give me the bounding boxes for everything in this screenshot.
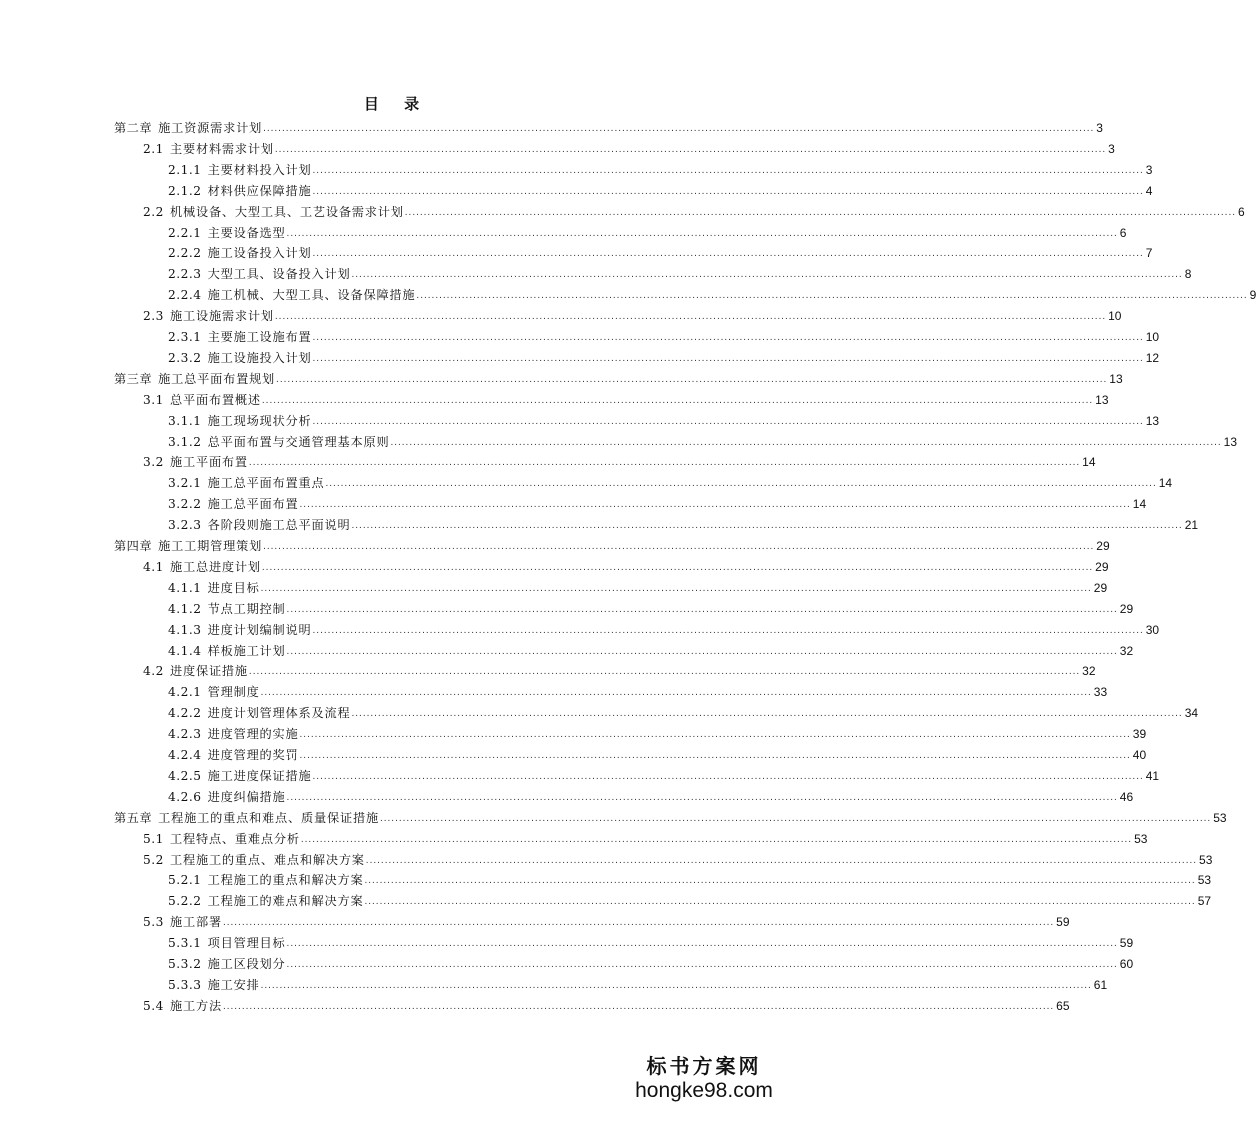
toc-page-number: 53 bbox=[1199, 852, 1213, 867]
toc-entry-label: 主要设备选型 bbox=[207, 225, 286, 240]
toc-entry[interactable] bbox=[0, 367, 1123, 387]
toc-entry-number: 5.1 bbox=[143, 831, 164, 846]
toc-entry-number: 4.1 bbox=[143, 559, 164, 574]
toc-entry-label: 管理制度 bbox=[207, 685, 260, 700]
toc-dot-leader: ............................................................................................................................................................................................................................ bbox=[299, 750, 1131, 761]
toc-entry-number: 2.2.4 bbox=[168, 288, 202, 303]
toc-dot-leader: ............................................................................................................................................................................................................................ bbox=[351, 520, 1183, 532]
toc-entry-number: 5.2.2 bbox=[168, 894, 202, 909]
toc-entry-number: 第五章 bbox=[114, 810, 153, 825]
toc-dot-leader: ............................................................................................................................................................................................................................ bbox=[312, 770, 1144, 782]
toc-entry-number: 4.2.2 bbox=[168, 706, 202, 721]
toc-dot-leader: ............................................................................................................................................................................................................................ bbox=[351, 708, 1183, 720]
toc-entry-label: 施工进度保证措施 bbox=[207, 768, 312, 783]
toc-dot-leader: ............................................................................................................................................................................................................................ bbox=[390, 436, 1222, 448]
toc-entry-number: 2.1.1 bbox=[168, 162, 202, 177]
toc-entry[interactable] bbox=[0, 639, 1134, 659]
toc-entry-number: 3.2.2 bbox=[168, 497, 202, 512]
toc-entry-label: 施工现场现状分析 bbox=[207, 413, 312, 428]
toc-entry-label: 施工总平面布置规划 bbox=[158, 371, 276, 386]
toc-entry-label: 工程施工的重点、难点和解决方案 bbox=[169, 852, 365, 867]
toc-dot-leader: ............................................................................................................................................................................................................................ bbox=[312, 352, 1144, 364]
toc-entry[interactable] bbox=[0, 931, 1134, 951]
toc-entry-label: 各阶段则施工总平面说明 bbox=[207, 518, 351, 533]
toc-entry-label: 工程施工的重点和解决方案 bbox=[207, 873, 364, 888]
toc-page-number: 60 bbox=[1119, 957, 1134, 971]
toc-entry-number: 第三章 bbox=[114, 371, 153, 386]
toc-entry-number: 2.2 bbox=[143, 204, 164, 219]
toc-entry-number: 5.4 bbox=[143, 998, 164, 1013]
toc-entry-number: 5.3.1 bbox=[168, 936, 202, 951]
toc-page-number: 41 bbox=[1145, 768, 1160, 783]
toc-entry-number: 4.2.5 bbox=[168, 768, 202, 783]
toc-page-number: 59 bbox=[1119, 936, 1134, 951]
toc-dot-leader: ............................................................................................................................................................................................................................ bbox=[248, 457, 1081, 469]
toc-entry-label: 施工平面布置 bbox=[169, 455, 248, 470]
toc-dot-leader: ............................................................................................................................................................................................................................ bbox=[260, 687, 1092, 699]
toc-entry-label: 施工设施投入计划 bbox=[207, 350, 312, 365]
toc-dot-leader: ............................................................................................................................................................................................................................ bbox=[325, 478, 1157, 490]
toc-dot-leader: ............................................................................................................................................................................................................................ bbox=[404, 206, 1236, 218]
toc-dot-leader: ............................................................................................................................................................................................................................ bbox=[286, 959, 1118, 970]
toc-dot-leader: ............................................................................................................................................................................................................................ bbox=[312, 185, 1144, 197]
toc-entry[interactable] bbox=[0, 576, 1108, 596]
toc-entry-label: 施工方法 bbox=[169, 998, 222, 1013]
toc-entry[interactable] bbox=[0, 409, 1160, 429]
toc-entry[interactable] bbox=[0, 534, 1110, 554]
toc-entry[interactable] bbox=[0, 116, 1103, 136]
toc-page-number: 29 bbox=[1096, 539, 1110, 553]
toc-entry[interactable] bbox=[0, 889, 1212, 909]
toc-entry-number: 4.1.2 bbox=[168, 601, 202, 616]
toc-entry-number: 第四章 bbox=[114, 539, 153, 553]
toc-entry[interactable] bbox=[0, 868, 1212, 888]
toc-dot-leader: ............................................................................................................................................................................................................................ bbox=[261, 561, 1094, 573]
toc-page-number: 7 bbox=[1145, 246, 1153, 261]
toc-entry[interactable] bbox=[0, 471, 1173, 491]
toc-entry-label: 进度保证措施 bbox=[169, 664, 248, 679]
toc-page-number: 33 bbox=[1093, 685, 1108, 700]
toc-entry-label: 进度管理的实施 bbox=[207, 727, 299, 742]
toc-dot-leader: ............................................................................................................................................................................................................................ bbox=[261, 394, 1094, 406]
toc-dot-leader: ............................................................................................................................................................................................................................ bbox=[263, 541, 1095, 552]
toc-dot-leader: ............................................................................................................................................................................................................................ bbox=[312, 624, 1144, 636]
toc-entry-label: 节点工期控制 bbox=[207, 601, 286, 616]
toc-entry-label: 工程施工的难点和解决方案 bbox=[207, 894, 364, 909]
toc-entry[interactable] bbox=[0, 158, 1153, 178]
toc-entry[interactable] bbox=[0, 262, 1192, 282]
toc-page-number: 29 bbox=[1119, 601, 1134, 616]
toc-entry[interactable] bbox=[0, 492, 1147, 512]
toc-entry-number: 3.2.1 bbox=[168, 476, 202, 491]
toc-dot-leader: ............................................................................................................................................................................................................................ bbox=[276, 373, 1108, 385]
toc-dot-leader: ............................................................................................................................................................................................................................ bbox=[286, 603, 1118, 615]
toc-entry-number: 5.3.3 bbox=[168, 977, 202, 992]
toc-dot-leader: ............................................................................................................................................................................................................................ bbox=[364, 896, 1196, 908]
toc-entry[interactable] bbox=[0, 555, 1109, 575]
toc-entry[interactable] bbox=[0, 910, 1070, 930]
toc-entry-number: 5.2 bbox=[143, 852, 164, 867]
toc-page-number: 14 bbox=[1158, 476, 1173, 491]
toc-entry-number: 4.2.6 bbox=[168, 789, 202, 804]
toc-page-number: 13 bbox=[1145, 413, 1160, 428]
toc-entry-label: 材料供应保障措施 bbox=[207, 183, 312, 198]
toc-entry[interactable] bbox=[0, 221, 1127, 241]
watermark-name: 标书方案网 bbox=[646, 1054, 762, 1078]
toc-page-number: 34 bbox=[1184, 706, 1199, 721]
watermark-url: hongke98.com bbox=[635, 1079, 773, 1102]
toc-entry[interactable] bbox=[0, 430, 1238, 450]
toc-entry-number: 5.2.1 bbox=[168, 873, 202, 888]
toc-entry[interactable] bbox=[0, 743, 1147, 763]
toc-entry-number: 3.1 bbox=[143, 392, 164, 407]
toc-page-number: 32 bbox=[1119, 643, 1134, 658]
toc-entry-number: 3.2.3 bbox=[168, 518, 202, 533]
toc-page-number: 39 bbox=[1132, 727, 1147, 742]
toc-title: 目 录 bbox=[363, 95, 430, 113]
toc-entry[interactable] bbox=[0, 325, 1160, 345]
toc-page-number: 10 bbox=[1145, 330, 1160, 344]
toc-dot-leader: ............................................................................................................................................................................................................................ bbox=[286, 791, 1118, 803]
toc-dot-leader: ............................................................................................................................................................................................................................ bbox=[416, 290, 1248, 302]
toc-page-number: 40 bbox=[1132, 748, 1147, 762]
toc-entry-label: 进度计划管理体系及流程 bbox=[207, 706, 351, 721]
toc-entry-number: 4.1.3 bbox=[168, 622, 202, 637]
toc-dot-leader: ............................................................................................................................................................................................................................ bbox=[312, 415, 1144, 427]
toc-entry-number: 3.2 bbox=[143, 455, 164, 470]
toc-entry-label: 施工资源需求计划 bbox=[158, 121, 263, 135]
toc-page-number: 4 bbox=[1145, 183, 1153, 198]
toc-entry-number: 2.1.2 bbox=[168, 183, 202, 198]
toc-dot-leader: ............................................................................................................................................................................................................................ bbox=[286, 227, 1118, 239]
toc-entry-number: 3.1.2 bbox=[168, 434, 202, 449]
toc-entry-number: 2.3.1 bbox=[168, 330, 202, 344]
toc-entry[interactable] bbox=[0, 597, 1134, 617]
toc-page-number: 3 bbox=[1108, 141, 1115, 156]
toc-entry[interactable] bbox=[0, 513, 1199, 533]
toc-dot-leader: ............................................................................................................................................................................................................................ bbox=[365, 854, 1198, 866]
toc-entry[interactable] bbox=[0, 806, 1227, 826]
toc-page-number: 30 bbox=[1145, 622, 1160, 637]
toc-entry-label: 施工设备投入计划 bbox=[207, 246, 312, 261]
toc-entry[interactable] bbox=[0, 283, 1256, 303]
toc-entry-label: 施工总进度计划 bbox=[169, 559, 261, 574]
toc-dot-leader: ............................................................................................................................................................................................................................ bbox=[248, 666, 1081, 678]
toc-entry[interactable] bbox=[0, 179, 1153, 199]
toc-entry[interactable] bbox=[0, 952, 1134, 972]
toc-entry[interactable] bbox=[0, 848, 1213, 868]
toc-entry-label: 项目管理目标 bbox=[207, 936, 286, 951]
toc-entry-number: 4.1.1 bbox=[168, 580, 202, 595]
toc-entry-label: 主要施工设施布置 bbox=[207, 330, 312, 344]
toc-entry-number: 2.3 bbox=[143, 309, 164, 324]
toc-entry-label: 进度管理的奖罚 bbox=[207, 748, 299, 762]
toc-entry-label: 工程施工的重点和难点、质量保证措施 bbox=[158, 810, 379, 825]
toc-entry-number: 2.3.2 bbox=[168, 350, 202, 365]
toc-page-number: 14 bbox=[1082, 455, 1096, 470]
toc-entry-number: 4.1.4 bbox=[168, 643, 202, 658]
toc-dot-leader: ............................................................................................................................................................................................................................ bbox=[299, 729, 1131, 741]
toc-page-number: 13 bbox=[1109, 371, 1123, 386]
toc-entry-label: 样板施工计划 bbox=[207, 643, 286, 658]
toc-page-number: 53 bbox=[1197, 873, 1212, 888]
toc-entry-label: 进度计划编制说明 bbox=[207, 622, 312, 637]
toc-entry-label: 工程特点、重难点分析 bbox=[169, 831, 300, 846]
toc-entry[interactable] bbox=[0, 701, 1199, 721]
toc-page-number: 3 bbox=[1145, 162, 1153, 177]
toc-page-number: 13 bbox=[1095, 392, 1109, 407]
toc-page-number: 3 bbox=[1096, 121, 1103, 135]
toc-page-number: 29 bbox=[1095, 559, 1109, 574]
toc-dot-leader: ............................................................................................................................................................................................................................ bbox=[312, 248, 1144, 260]
toc-entry-number: 4.2.4 bbox=[168, 748, 202, 762]
toc-entry-label: 施工机械、大型工具、设备保障措施 bbox=[207, 288, 416, 303]
toc-dot-leader: ............................................................................................................................................................................................................................ bbox=[312, 164, 1144, 176]
toc-entry[interactable] bbox=[0, 137, 1115, 157]
toc-dot-leader: ............................................................................................................................................................................................................................ bbox=[260, 979, 1092, 991]
toc-page-number: 61 bbox=[1093, 977, 1108, 992]
toc-page-number: 9 bbox=[1249, 288, 1256, 303]
toc-entry[interactable] bbox=[0, 659, 1096, 679]
toc-dot-leader: ............................................................................................................................................................................................................................ bbox=[263, 123, 1095, 134]
toc-page-number: 13 bbox=[1223, 434, 1238, 449]
toc-entry-number: 3.1.1 bbox=[168, 413, 202, 428]
toc-entry-number: 第二章 bbox=[114, 121, 153, 135]
toc-dot-leader: ............................................................................................................................................................................................................................ bbox=[351, 269, 1183, 281]
toc-entry-number: 2.2.1 bbox=[168, 225, 202, 240]
toc-entry-number: 4.2 bbox=[143, 664, 164, 679]
toc-entry-label: 施工设施需求计划 bbox=[169, 309, 274, 324]
toc-page-number: 21 bbox=[1184, 518, 1199, 533]
toc-entry-label: 施工区段划分 bbox=[207, 957, 286, 971]
toc-dot-leader: ............................................................................................................................................................................................................................ bbox=[299, 499, 1131, 511]
toc-entry-label: 进度纠偏措施 bbox=[207, 789, 286, 804]
toc-page-number: 8 bbox=[1184, 267, 1192, 282]
toc-page-number: 12 bbox=[1145, 350, 1160, 365]
toc-page-number: 29 bbox=[1093, 580, 1108, 595]
toc-page-number: 46 bbox=[1119, 789, 1134, 804]
toc-dot-leader: ............................................................................................................................................................................................................................ bbox=[364, 875, 1196, 887]
toc-entry[interactable] bbox=[0, 785, 1134, 805]
toc-entry[interactable] bbox=[0, 200, 1245, 220]
toc-entry[interactable] bbox=[0, 618, 1160, 638]
toc-entry[interactable] bbox=[0, 680, 1108, 700]
toc-dot-leader: ............................................................................................................................................................................................................................ bbox=[379, 812, 1212, 824]
toc-page-number: 53 bbox=[1213, 810, 1227, 825]
toc-page-number: 32 bbox=[1082, 664, 1096, 679]
toc-entry[interactable] bbox=[0, 827, 1148, 847]
toc-entry-label: 进度目标 bbox=[207, 580, 260, 595]
toc-entry[interactable] bbox=[0, 304, 1122, 324]
toc-page-number: 57 bbox=[1197, 894, 1212, 909]
toc-dot-leader: ............................................................................................................................................................................................................................ bbox=[274, 311, 1107, 323]
toc-entry-label: 主要材料需求计划 bbox=[169, 141, 274, 156]
toc-page-number: 53 bbox=[1134, 831, 1148, 846]
toc-entry-label: 施工总平面布置重点 bbox=[207, 476, 325, 491]
toc-entry-label: 施工部署 bbox=[169, 915, 222, 930]
toc-entry-label: 施工安排 bbox=[207, 977, 260, 992]
toc-entry-label: 机械设备、大型工具、工艺设备需求计划 bbox=[169, 204, 404, 219]
toc-dot-leader: ............................................................................................................................................................................................................................ bbox=[260, 582, 1092, 594]
toc-entry-number: 5.3 bbox=[143, 915, 164, 930]
toc-entry[interactable] bbox=[0, 241, 1153, 261]
toc-entry[interactable] bbox=[0, 388, 1109, 408]
toc-entry-number: 5.3.2 bbox=[168, 957, 202, 971]
toc-entry-number: 2.1 bbox=[143, 141, 164, 156]
toc-dot-leader: ............................................................................................................................................................................................................................ bbox=[286, 645, 1118, 657]
toc-entry[interactable] bbox=[0, 994, 1070, 1014]
toc-entry-number: 4.2.3 bbox=[168, 727, 202, 742]
toc-entry-label: 施工总平面布置 bbox=[207, 497, 299, 512]
toc-entry[interactable] bbox=[0, 450, 1096, 470]
toc-dot-leader: ............................................................................................................................................................................................................................ bbox=[300, 833, 1133, 845]
toc-dot-leader: ............................................................................................................................................................................................................................ bbox=[222, 917, 1055, 929]
toc-page-number: 59 bbox=[1056, 915, 1070, 930]
toc-entry-label: 主要材料投入计划 bbox=[207, 162, 312, 177]
toc-dot-leader: ............................................................................................................................................................................................................................ bbox=[312, 332, 1144, 343]
toc-dot-leader: ............................................................................................................................................................................................................................ bbox=[274, 143, 1107, 155]
toc-entry[interactable] bbox=[0, 764, 1160, 784]
watermark-logo bbox=[629, 1054, 779, 1110]
toc-entry[interactable] bbox=[0, 722, 1147, 742]
toc-entry[interactable] bbox=[0, 346, 1160, 366]
toc-entry-number: 4.2.1 bbox=[168, 685, 202, 700]
toc-page-number: 10 bbox=[1108, 309, 1122, 324]
toc-dot-leader: ............................................................................................................................................................................................................................ bbox=[286, 938, 1118, 950]
toc-entry-number: 2.2.2 bbox=[168, 246, 202, 261]
toc-entry-number: 2.2.3 bbox=[168, 267, 202, 282]
toc-entry[interactable] bbox=[0, 973, 1108, 993]
toc-entry-label: 施工工期管理策划 bbox=[158, 539, 263, 553]
toc-entry-label: 总平面布置概述 bbox=[169, 392, 261, 407]
toc-page-number: 14 bbox=[1132, 497, 1147, 512]
toc-page-number: 65 bbox=[1056, 998, 1070, 1013]
toc-page-number: 6 bbox=[1238, 204, 1245, 219]
toc-page-number: 6 bbox=[1119, 225, 1127, 240]
toc-dot-leader: ............................................................................................................................................................................................................................ bbox=[222, 1000, 1055, 1012]
toc-entry-label: 大型工具、设备投入计划 bbox=[207, 267, 351, 282]
toc-entry-label: 总平面布置与交通管理基本原则 bbox=[207, 434, 390, 449]
